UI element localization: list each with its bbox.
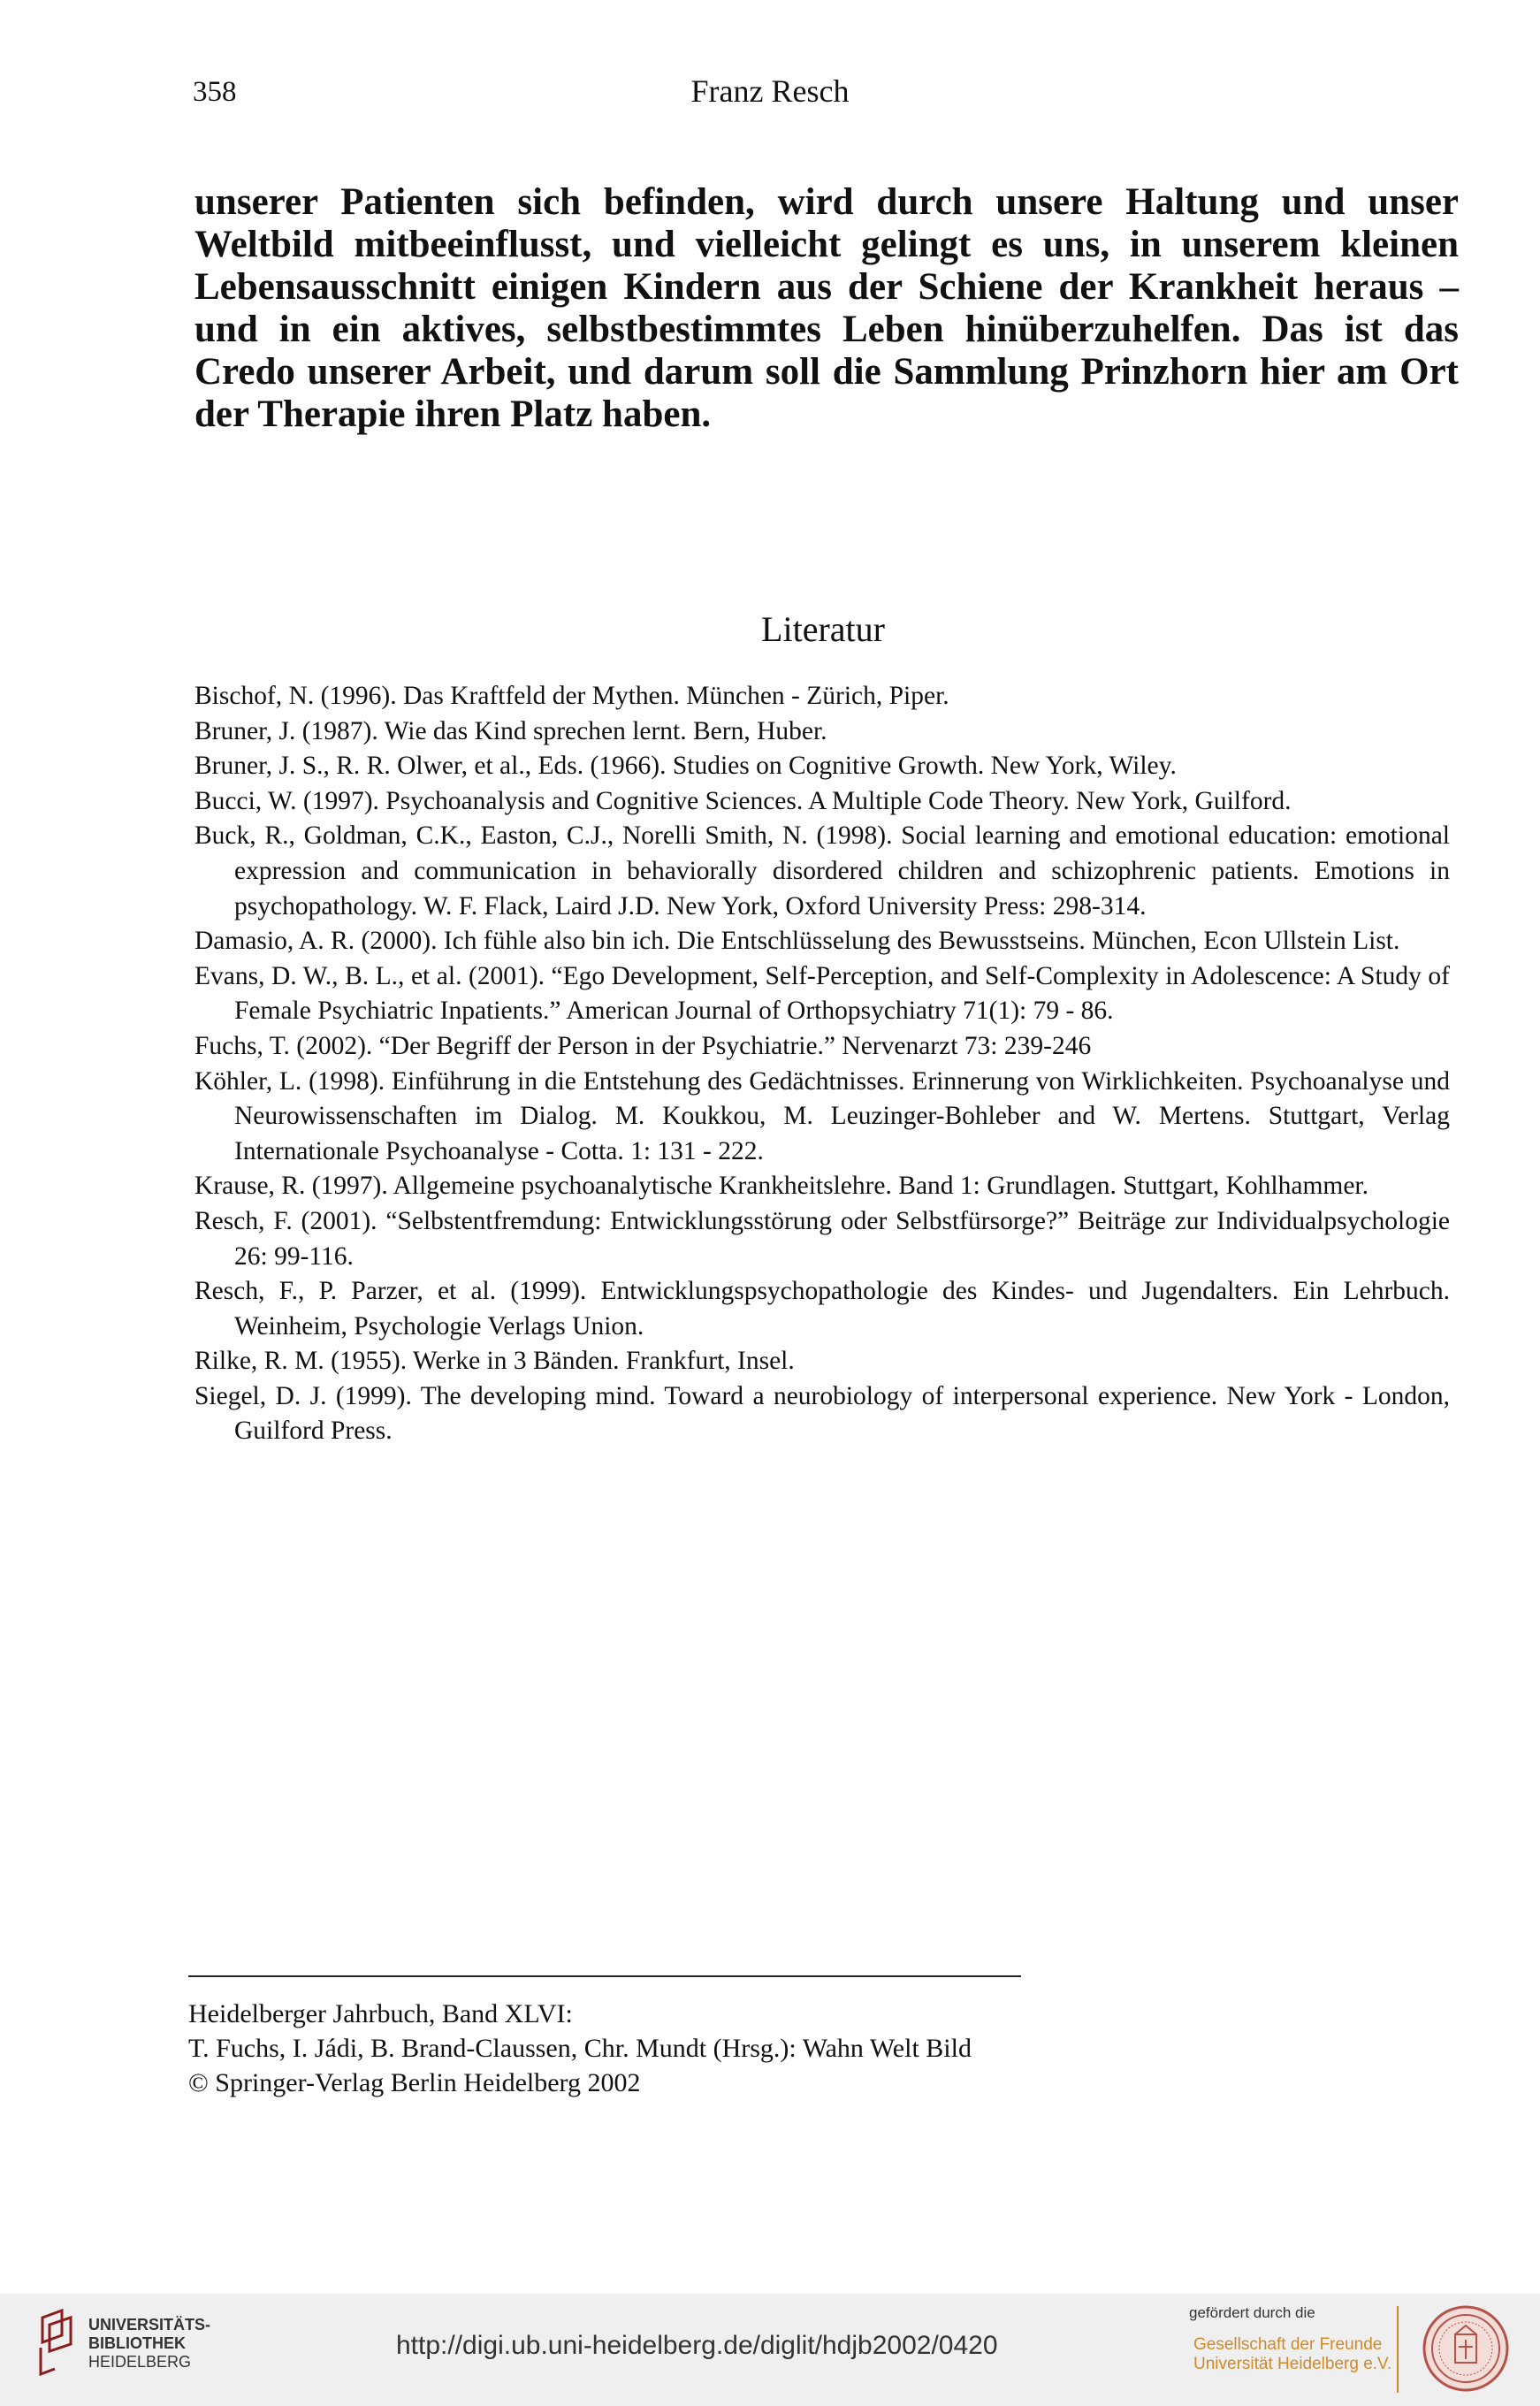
imprint-series: Heidelberger Jahrbuch, Band XLVI: xyxy=(188,1999,573,2028)
sponsor-name-line2: Universität Heidelberg e.V. xyxy=(1193,2355,1392,2373)
permalink-url[interactable]: http://digi.ub.uni-heidelberg.de/diglit/hdjb2002/0420 xyxy=(396,2331,998,2360)
imprint-copyright: © Springer-Verlag Berlin Heidelberg 2002 xyxy=(188,2068,641,2097)
funded-by-label: gefördert durch die xyxy=(1189,2304,1315,2321)
reference-item: Evans, D. W., B. L., et al. (2001). “Ego Development, Self-Perception, and Self-Complexity in Adolescence: A Study of Female Psychiatric Inpatients.” American Journal of Orthopsychiatry 71(1): 79 - 86. xyxy=(194,961,1450,1026)
footer-divider xyxy=(1397,2306,1399,2393)
intro-paragraph: unserer Patienten sich befinden, wird durch unsere Haltung und unser Weltbild mitbeeinflusst, und vielleicht gelingt es uns, in unserem kleinen Lebensausschnitt einigen Kindern aus der Schiene der Krankheit heraus – und in ein aktives, selbstbestimmtes Leben hinüberzuhelfen. Das ist das Credo unserer Arbeit, und darum soll die Sammlung Prinzhorn hier am Ort der Therapie ihren Platz haben. xyxy=(194,181,1459,435)
reference-item: Resch, F., P. Parzer, et al. (1999). Entwicklungspsychopathologie des Kindes- und Jugendalters. Ein Lehrbuch. Weinheim, Psychologie Verlags Union. xyxy=(194,1277,1450,1340)
imprint-block xyxy=(188,1997,972,2100)
reference-item: Damasio, A. R. (2000). Ich fühle also bin ich. Die Entschlüsselung des Bewusstseins. München, Econ Ullstein List. xyxy=(194,927,1400,956)
page-number: 358 xyxy=(193,76,237,108)
library-name-line2: BIBLIOTHEK xyxy=(88,2334,186,2352)
ub-heidelberg-logo-icon[interactable] xyxy=(35,2309,78,2378)
reference-item: Bruner, J. S., R. R. Olwer, et al., Eds. (1966). Studies on Cognitive Growth. New York, Wiley. xyxy=(194,752,1177,781)
sponsor-name-line1: Gesellschaft der Freunde xyxy=(1193,2335,1383,2354)
library-name[interactable] xyxy=(88,2316,210,2372)
university-seal-icon[interactable] xyxy=(1422,2304,1510,2393)
reference-item: Siegel, D. J. (1999). The developing mind. Toward a neurobiology of interpersonal experience. New York - London, Guilford Press. xyxy=(194,1381,1450,1446)
footnote-rule xyxy=(188,1975,1021,1977)
running-head: Franz Resch xyxy=(690,73,850,109)
sponsor-name[interactable] xyxy=(1193,2335,1391,2374)
reference-list xyxy=(194,679,1450,1449)
reference-item: Buck, R., Goldman, C.K., Easton, C.J., Norelli Smith, N. (1998). Social learning and emotional education: emotional expression and communication in behaviorally disordered children and schizophrenic patients. Emotions in psychopathology. W. F. Flack, Laird J.D. New York, Oxford University Press: 298-314. xyxy=(194,821,1450,920)
reference-item: Köhler, L. (1998). Einführung in die Entstehung des Gedächtnisses. Erinnerung von Wirklichkeiten. Psychoanalyse und Neurowissenschaften im Dialog. M. Koukkou, M. Leuzinger-Bohleber and W. Mertens. Stuttgart, Verlag Internationale Psychoanalyse - Cotta. 1: 131 - 222. xyxy=(194,1066,1450,1165)
literature-heading: Literatur xyxy=(761,609,885,649)
reference-item: Rilke, R. M. (1955). Werke in 3 Bänden. Frankfurt, Insel. xyxy=(194,1347,795,1376)
reference-item: Krause, R. (1997). Allgemeine psychoanalytische Krankheitslehre. Band 1: Grundlagen. Stuttgart, Kohlhammer. xyxy=(194,1172,1369,1201)
library-name-line1: UNIVERSITÄTS- xyxy=(88,2316,211,2333)
imprint-editors: T. Fuchs, I. Jádi, B. Brand-Claussen, Chr. Mundt (Hrsg.): Wahn Welt Bild xyxy=(188,2034,972,2063)
reference-item: Bucci, W. (1997). Psychoanalysis and Cognitive Sciences. A Multiple Code Theory. New York, Guilford. xyxy=(194,786,1292,815)
reference-item: Fuchs, T. (2002). “Der Begriff der Person in der Psychiatrie.” Nervenarzt 73: 239-246 xyxy=(194,1031,1092,1060)
reference-item: Bischof, N. (1996). Das Kraftfeld der Mythen. München - Zürich, Piper. xyxy=(194,682,949,710)
reference-item: Resch, F. (2001). “Selbstentfremdung: Entwicklungsstörung oder Selbstfürsorge?” Beiträge zur Individualpsychologie 26: 99-116. xyxy=(194,1206,1450,1271)
library-name-line3: HEIDELBERG xyxy=(88,2353,192,2371)
reference-item: Bruner, J. (1987). Wie das Kind sprechen lernt. Bern, Huber. xyxy=(194,716,827,745)
